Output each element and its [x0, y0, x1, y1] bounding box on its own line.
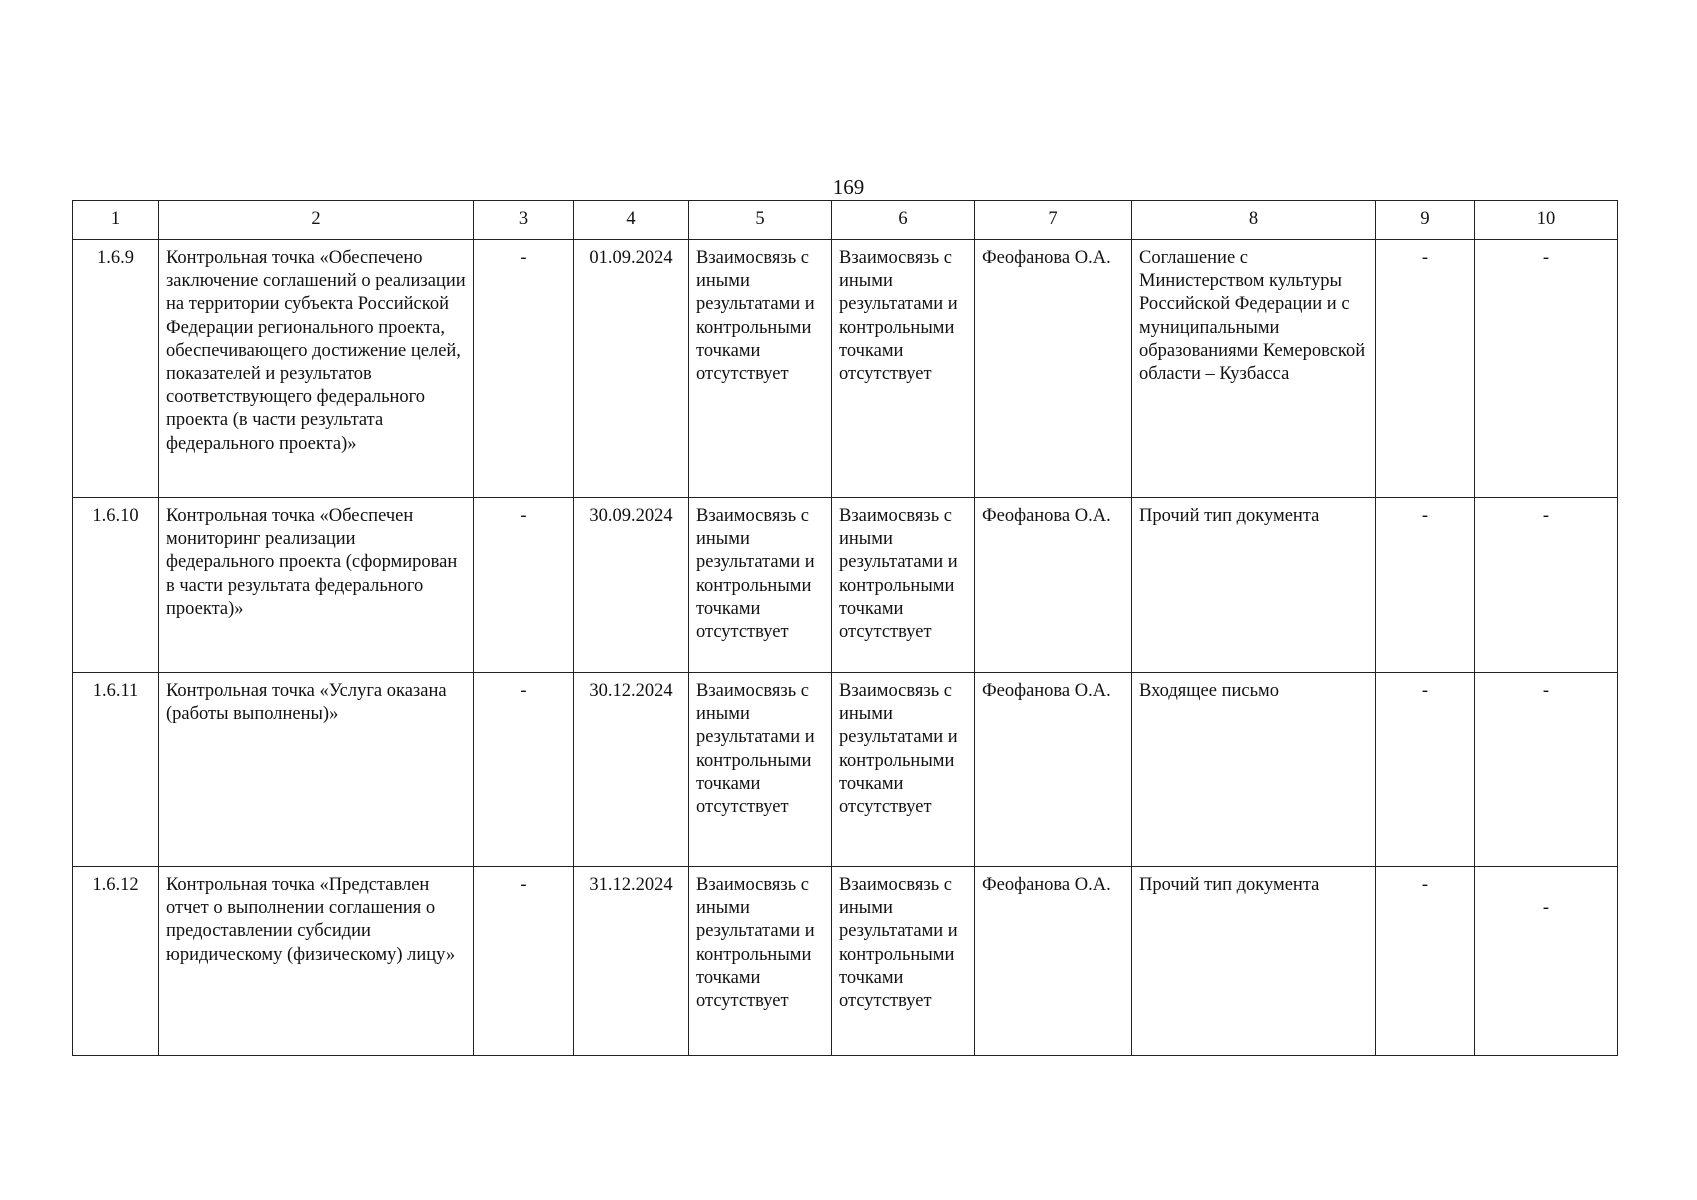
predecessor-relation: Взаимосвязь с иными результатами и контрольными точками отсутствует	[689, 240, 832, 498]
page-number: 169	[832, 175, 865, 199]
column-9-cell: -	[1376, 673, 1475, 867]
column-10-cell: -	[1475, 673, 1618, 867]
row-number: 1.6.12	[73, 867, 159, 1056]
document-type: Соглашение с Министерством культуры Российской Федерации и с муниципальными образованиями Кемеровской области – Кузбасса	[1132, 240, 1376, 498]
column-number-header: 3	[474, 201, 574, 240]
column-number-header: 5	[689, 201, 832, 240]
due-date: 30.12.2024	[574, 673, 689, 867]
document-type: Прочий тип документа	[1132, 867, 1376, 1056]
document-type: Входящее письмо	[1132, 673, 1376, 867]
predecessor-relation: Взаимосвязь с иными результатами и контрольными точками отсутствует	[689, 673, 832, 867]
successor-relation: Взаимосвязь с иными результатами и контрольными точками отсутствует	[832, 673, 975, 867]
responsible-person: Феофанова О.А.	[975, 867, 1132, 1056]
table-row	[73, 867, 1618, 1056]
responsible-person: Феофанова О.А.	[975, 498, 1132, 673]
row-number: 1.6.10	[73, 498, 159, 673]
column-number-header: 10	[1475, 201, 1618, 240]
successor-relation: Взаимосвязь с иными результатами и контрольными точками отсутствует	[832, 240, 975, 498]
column-number-header: 2	[159, 201, 474, 240]
base-value-cell: -	[474, 240, 574, 498]
responsible-person: Феофанова О.А.	[975, 673, 1132, 867]
column-9-cell: -	[1376, 240, 1475, 498]
column-number-header: 1	[73, 201, 159, 240]
control-points-table	[72, 200, 1618, 1056]
due-date: 01.09.2024	[574, 240, 689, 498]
column-number-header: 9	[1376, 201, 1475, 240]
column-number-header: 8	[1132, 201, 1376, 240]
control-point-name: Контрольная точка «Обеспечен мониторинг реализации федерального проекта (сформирован в части результата федерального проекта)»	[159, 498, 474, 673]
column-9-cell: -	[1376, 498, 1475, 673]
table-header-row	[73, 201, 1618, 240]
responsible-person: Феофанова О.А.	[975, 240, 1132, 498]
control-point-name: Контрольная точка «Обеспечено заключение соглашений о реализации на территории субъекта Российской Федерации регионального проекта, обеспечивающего достижение целей, показателей и результатов соответствующего федерального проекта (в части результата федерального проекта)»	[159, 240, 474, 498]
table-row	[73, 673, 1618, 867]
column-9-cell: -	[1376, 867, 1475, 1056]
row-number: 1.6.9	[73, 240, 159, 498]
successor-relation: Взаимосвязь с иными результатами и контрольными точками отсутствует	[832, 867, 975, 1056]
successor-relation: Взаимосвязь с иными результатами и контрольными точками отсутствует	[832, 498, 975, 673]
table-row	[73, 498, 1618, 673]
predecessor-relation: Взаимосвязь с иными результатами и контрольными точками отсутствует	[689, 498, 832, 673]
control-point-name: Контрольная точка «Услуга оказана (работы выполнены)»	[159, 673, 474, 867]
column-number-header: 4	[574, 201, 689, 240]
base-value-cell: -	[474, 673, 574, 867]
table-row	[73, 240, 1618, 498]
predecessor-relation: Взаимосвязь с иными результатами и контрольными точками отсутствует	[689, 867, 832, 1056]
row-number: 1.6.11	[73, 673, 159, 867]
column-number-header: 7	[975, 201, 1132, 240]
column-10-cell: -	[1475, 867, 1618, 1056]
due-date: 31.12.2024	[574, 867, 689, 1056]
base-value-cell: -	[474, 867, 574, 1056]
control-point-name: Контрольная точка «Представлен отчет о выполнении соглашения о предоставлении субсидии юридическому (физическому) лицу»	[159, 867, 474, 1056]
column-10-cell: -	[1475, 240, 1618, 498]
base-value-cell: -	[474, 498, 574, 673]
due-date: 30.09.2024	[574, 498, 689, 673]
column-number-header: 6	[832, 201, 975, 240]
document-type: Прочий тип документа	[1132, 498, 1376, 673]
column-10-cell: -	[1475, 498, 1618, 673]
